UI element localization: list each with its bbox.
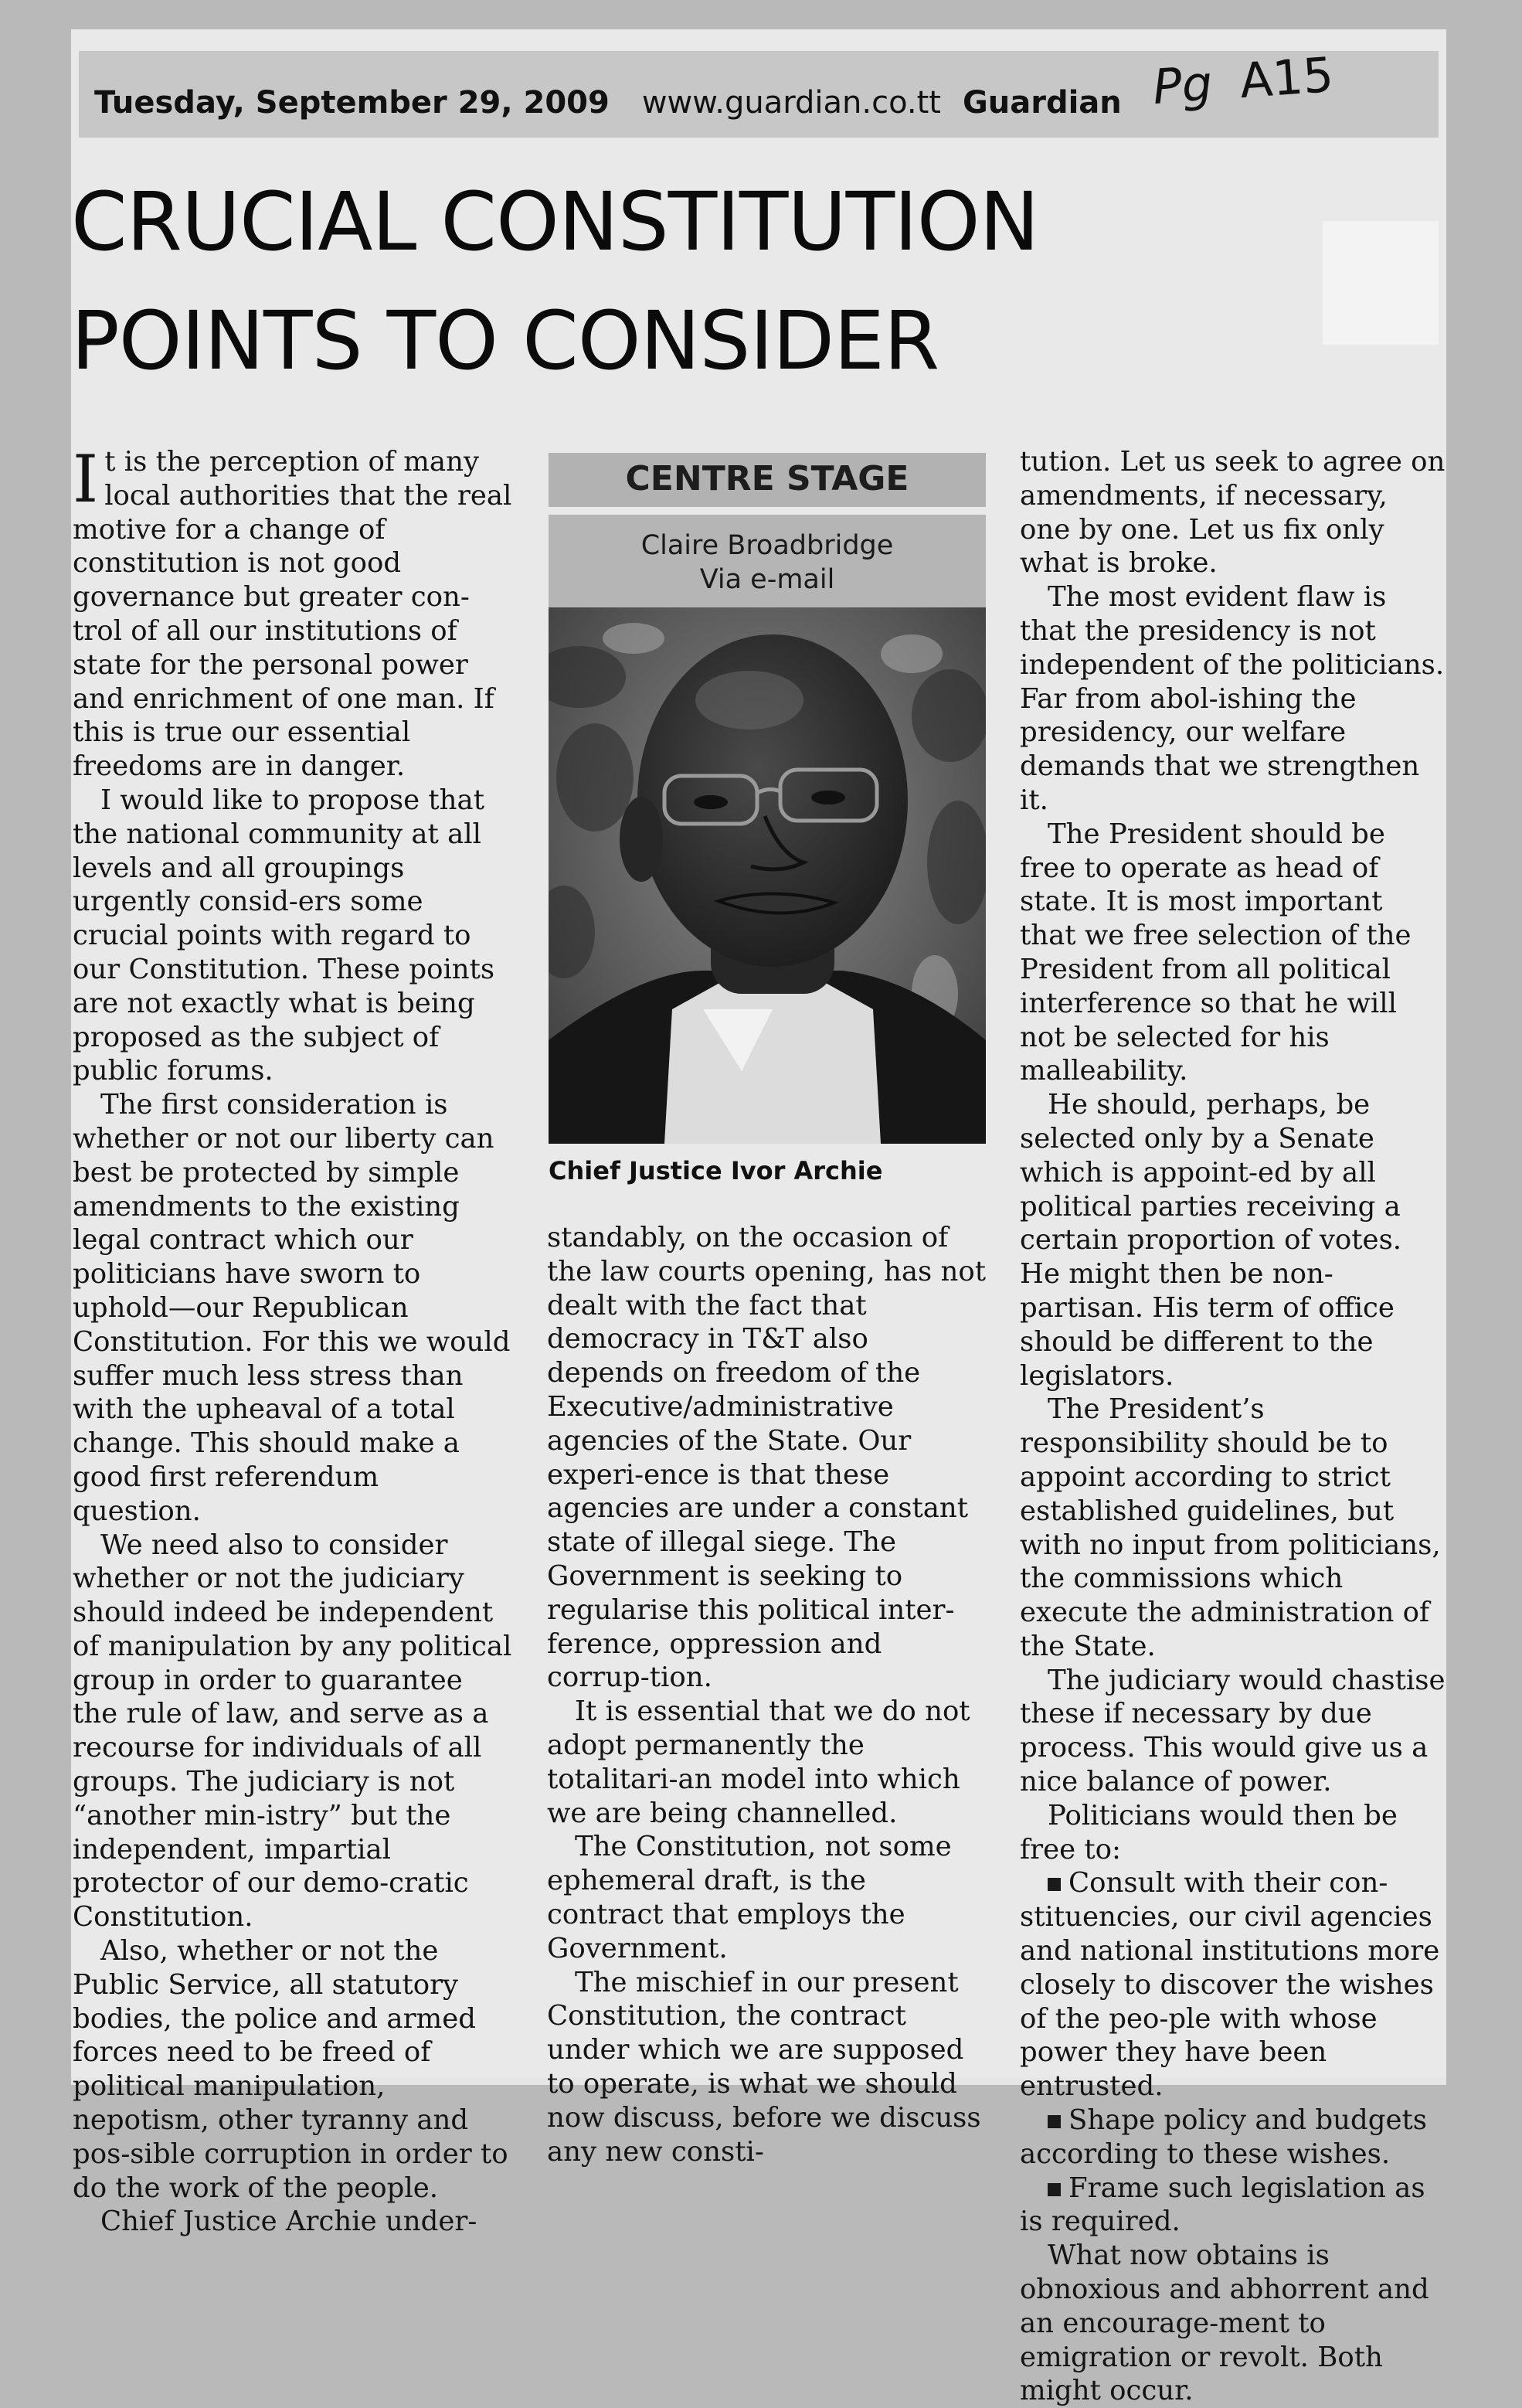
masthead-text xyxy=(94,85,1122,121)
paragraph: I would like to propose that the national community at all levels and all groupings urgently consid-ers some crucial points with regard to our Constitution. These points are not exactly what is being proposed as the subject of public forums. xyxy=(73,784,495,1087)
paragraph: The President’s responsibility should be to appoint according to strict established guidelines, but with no input from politicians, the commissions which execute the administration of the State. xyxy=(1020,1393,1441,1662)
paragraph: Chief Justice Archie under- xyxy=(100,2206,477,2238)
bullet-text: Shape policy and budgets according to these wishes. xyxy=(1020,2104,1427,2170)
bullet-text: Consult with their con-stituencies, our civil agencies and national institutions more closely to discover the wishes of the peo-ple with whose power they have been entrusted. xyxy=(1020,1867,1440,2103)
paragraph: The President should be free to operate as head of state. It is most important that we free selection of the President from all political interference so that he will not be selected for his malleability. xyxy=(1020,818,1412,1087)
paragraph: The most evident flaw is that the presidency is not independent of the politicians. Far from abol-ishing the presidency, our welfare demands that we strengthen it. xyxy=(1020,581,1445,816)
paragraph: Politicians would then be free to: xyxy=(1020,1799,1398,1866)
bullet-text: Frame such legislation as is required. xyxy=(1020,2172,1425,2238)
paragraph: He should, perhaps, be selected only by a Senate which is appoint-ed by all political parties receiving a certain proportion of votes. He might then be non-partisan. His term of office should be different to the legislators. xyxy=(1020,1089,1402,1392)
headline xyxy=(71,162,1038,400)
website-url: www.guardian.co.tt xyxy=(641,85,941,121)
portrait-photo xyxy=(549,607,986,1144)
article-column-3 xyxy=(1020,445,1446,2408)
issue-date: Tuesday, September 29, 2009 xyxy=(94,85,610,121)
byline xyxy=(549,529,986,597)
paragraph: Also, whether or not the Public Service, all statutory bodies, the police and armed forces need to be freed of political manipulation, nepotism, other tyranny and pos-sible corruption in order to do the work of the people. xyxy=(73,1935,508,2204)
paragraph: It is essential that we do not adopt permanently the totalitari-an model into which we are being channelled. xyxy=(547,1695,970,1829)
headline-line-1: CRUCIAL CONSTITUTION xyxy=(71,175,1039,269)
paper-name: Guardian xyxy=(962,85,1122,121)
handwritten-pg: Pg xyxy=(1150,54,1215,116)
paragraph: The judiciary would chastise these if necessary by due process. This would give us a nice balance of power. xyxy=(1020,1664,1446,1798)
paragraph: We need also to consider whether or not the judiciary should indeed be independent of manipulation by any political group in order to guarantee the rule of law, and serve as a recourse for individuals of all groups. The judiciary is not “another min-istry” but the independent, impartial protector of our demo-cratic Constitution. xyxy=(73,1529,512,1934)
paragraph: The mischief in our present Constitution, the contract under which we are supposed to operate, is what we should now discuss, before we discuss any new consti- xyxy=(547,1966,981,2168)
headline-line-2: POINTS TO CONSIDER xyxy=(71,294,939,388)
bullet-item xyxy=(1020,1866,1446,2104)
photo-caption: Chief Justice Ivor Archie xyxy=(549,1156,883,1185)
paragraph xyxy=(73,441,513,784)
handwritten-page-number: A15 xyxy=(1238,46,1336,110)
author-source: Via e-mail xyxy=(699,564,835,595)
newspaper-clipping xyxy=(71,29,1446,2407)
bullet-square-icon xyxy=(1048,1878,1061,1891)
bullet-square-icon xyxy=(1048,2183,1061,2196)
article-column-2 xyxy=(547,1221,987,2168)
portrait-illustration xyxy=(549,607,986,1144)
section-label: CENTRE STAGE xyxy=(625,459,909,498)
article-column-1 xyxy=(73,441,513,2239)
section-label-bar xyxy=(549,453,986,507)
scanned-page xyxy=(71,29,1446,2407)
author-name: Claire Broadbridge xyxy=(640,530,894,561)
byline-box xyxy=(549,515,986,617)
bullet-item xyxy=(1020,2172,1446,2240)
drop-cap: I xyxy=(73,441,99,517)
bullet-item xyxy=(1020,2104,1446,2172)
paragraph: What now obtains is obnoxious and abhorrent and an encourage-ment to emigration or revolt. Both might occur. xyxy=(1020,2240,1429,2407)
paragraph: The first consideration is whether or not our liberty can best be protected by simple amendments to the existing legal contract which our politicians have sworn to uphold—our Republican Constitution. For this we would suffer much less stress than with the upheaval of a total change. This should make a good first referendum question. xyxy=(73,1089,511,1527)
bullet-square-icon xyxy=(1048,2115,1061,2128)
paragraph: tution. Let us seek to agree on amendments, if necessary, one by one. Let us fix only what is broke. xyxy=(1020,446,1446,580)
paragraph-text: t is the perception of many local authorities that the real motive for a change of constitution is not good governance but greater con-trol of all our institutions of state for the personal power and enrichment of one man. If this is true our essential freedoms are in danger. xyxy=(73,446,512,783)
blank-patch xyxy=(1323,221,1439,345)
paragraph: standably, on the occasion of the law courts opening, has not dealt with the fact that democracy in T&T also depends on freedom of the Executive/administrative agencies of the State. Our experi-ence is that these agencies are under a constant state of illegal siege. The Government is seeking to regularise this political inter-ference, oppression and corrup-tion. xyxy=(547,1222,986,1694)
paragraph: The Constitution, not some ephemeral draft, is the contract that employs the Government. xyxy=(547,1831,952,1964)
